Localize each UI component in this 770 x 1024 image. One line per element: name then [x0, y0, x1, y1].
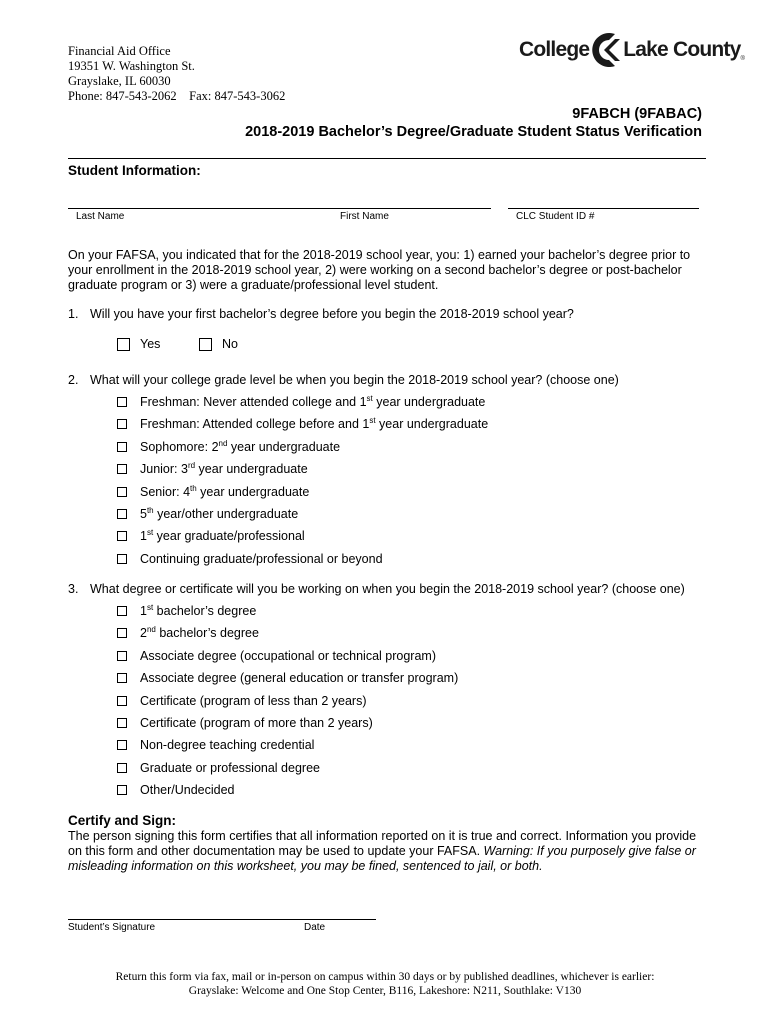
certify-heading: Certify and Sign:	[68, 813, 177, 828]
q3-option-label: Non-degree teaching credential	[140, 738, 315, 753]
q3-option-label: Other/Undecided	[140, 783, 235, 798]
q2-option[interactable]	[117, 462, 308, 476]
q2-option-label: Freshman: Attended college before and 1st year undergraduate	[140, 416, 489, 432]
logo-mark-icon	[590, 30, 622, 70]
q2-option[interactable]	[117, 395, 485, 409]
checkbox-icon[interactable]	[117, 763, 127, 773]
q3-option-label: Certificate (program of less than 2 years)	[140, 693, 367, 708]
ordinal-suffix: nd	[146, 625, 156, 635]
name-line[interactable]	[68, 208, 491, 209]
footer-line-2: Grayslake: Welcome and One Stop Center, B116, Lakeshore: N211, Southlake: V130	[188, 985, 582, 997]
ordinal-suffix: st	[146, 528, 154, 538]
q2-option-label: Sophomore: 2nd year undergraduate	[140, 438, 341, 454]
q3-option[interactable]	[117, 716, 373, 730]
q2-option[interactable]	[117, 529, 305, 543]
q2-option-label: Senior: 4th year undergraduate	[140, 483, 310, 499]
q3-option[interactable]	[117, 738, 314, 752]
address-line: Grayslake, IL 60030	[68, 74, 171, 88]
q1-no-option[interactable]	[199, 337, 238, 351]
student-id-label: CLC Student ID #	[516, 211, 595, 222]
checkbox-icon[interactable]	[117, 718, 127, 728]
checkbox-icon[interactable]	[117, 651, 127, 661]
logo-text-right: Lake County	[623, 38, 741, 61]
checkbox-icon[interactable]	[117, 397, 127, 407]
q3-option[interactable]	[117, 671, 458, 685]
question-1-text: Will you have your first bachelor’s degree before you begin the 2018-2019 school year?	[90, 307, 574, 321]
checkbox-icon[interactable]	[117, 464, 127, 474]
q1-yes-option[interactable]	[117, 337, 160, 351]
checkbox-icon[interactable]	[117, 673, 127, 683]
logo-trademark: ®	[740, 56, 745, 62]
checkbox-icon[interactable]	[117, 442, 127, 452]
q3-option[interactable]	[117, 649, 436, 663]
question-1-number: 1.	[68, 307, 79, 321]
checkbox-icon[interactable]	[117, 419, 127, 429]
q3-option[interactable]	[117, 626, 259, 640]
checkbox-icon[interactable]	[117, 628, 127, 638]
q3-option-label: Graduate or professional degree	[140, 760, 320, 775]
ordinal-suffix: st	[369, 416, 376, 426]
footer	[0, 970, 770, 998]
certify-paragraph	[68, 829, 708, 874]
signature-label: Student’s Signature	[68, 922, 156, 933]
q3-option-label: Associate degree (general education or transfer program)	[140, 671, 459, 686]
checkbox-icon[interactable]	[117, 554, 127, 564]
q2-option[interactable]	[117, 507, 298, 521]
q2-option-label: 1st year graduate/professional	[140, 528, 305, 544]
last-name-label: Last Name	[76, 211, 125, 222]
q2-option[interactable]	[117, 417, 488, 431]
ordinal-suffix: th	[146, 505, 154, 515]
title-divider	[68, 158, 706, 159]
checkbox-icon[interactable]	[199, 338, 212, 351]
q3-option-label: Certificate (program of more than 2 years)	[140, 716, 373, 730]
q1-yes-label: Yes	[140, 337, 161, 351]
student-id-line[interactable]	[508, 208, 699, 209]
checkbox-icon[interactable]	[117, 487, 127, 497]
student-info-heading: Student Information:	[68, 163, 201, 178]
ordinal-suffix: th	[190, 483, 197, 493]
q3-option[interactable]	[117, 694, 366, 708]
logo-text-left: College	[519, 38, 590, 61]
checkbox-icon[interactable]	[117, 531, 127, 541]
checkbox-icon[interactable]	[117, 509, 127, 519]
q2-option-label: Continuing graduate/professional or beyond	[140, 551, 383, 566]
q3-option-label: Associate degree (occupational or technical program)	[140, 648, 436, 663]
ordinal-suffix: st	[366, 393, 373, 403]
q2-option[interactable]	[117, 552, 383, 566]
q2-option[interactable]	[117, 440, 340, 454]
ordinal-suffix: rd	[187, 461, 196, 471]
certify-text: The person signing this form certifies that all information reported on it is true and correct. Information you provide on this form and other documentation may be used to update your FAFSA.	[68, 829, 697, 858]
first-name-label: First Name	[340, 211, 389, 222]
footer-line-1: Return this form via fax, mail or in-person on campus within 30 days or by published deadlines, whichever is earlier:	[115, 971, 655, 983]
question-3-number: 3.	[68, 582, 79, 596]
q1-no-label: No	[222, 337, 238, 351]
address-line: Phone: 847-543-2062 Fax: 847-543-3062	[68, 89, 286, 103]
certify-warning: Warning: If you purposely give false or misleading information on this worksheet, you may be fined, sentenced to jail, or both.	[68, 844, 696, 873]
q2-option-label: Junior: 3rd year undergraduate	[140, 461, 308, 477]
q3-option-label: 2nd bachelor’s degree	[140, 625, 259, 641]
checkbox-icon[interactable]	[117, 696, 127, 706]
date-label: Date	[304, 922, 326, 933]
address-line: Financial Aid Office	[68, 44, 171, 58]
question-2-text: What will your college grade level be when you begin the 2018-2019 school year? (choose one)	[90, 373, 619, 387]
form-title: 2018-2019 Bachelor’s Degree/Graduate Student Status Verification	[245, 124, 702, 140]
ordinal-suffix: st	[146, 602, 154, 612]
college-logo	[519, 28, 744, 72]
checkbox-icon[interactable]	[117, 740, 127, 750]
checkbox-icon[interactable]	[117, 785, 127, 795]
ordinal-suffix: nd	[218, 438, 228, 448]
checkbox-icon[interactable]	[117, 606, 127, 616]
checkbox-icon[interactable]	[117, 338, 130, 351]
q3-option-label: 1st bachelor’s degree	[140, 602, 257, 618]
question-2-number: 2.	[68, 373, 79, 387]
address-line: 19351 W. Washington St.	[68, 59, 195, 73]
q2-option-label: Freshman: Never attended college and 1st year undergraduate	[140, 393, 486, 409]
q3-option[interactable]	[117, 761, 320, 775]
form-code: 9FABCH (9FABAC)	[572, 106, 702, 122]
q2-option-label: 5th year/other undergraduate	[140, 505, 299, 521]
office-address	[68, 44, 285, 104]
q3-option[interactable]	[117, 783, 235, 797]
q2-option[interactable]	[117, 485, 309, 499]
signature-line[interactable]	[68, 919, 376, 920]
intro-paragraph: On your FAFSA, you indicated that for the 2018-2019 school year, you: 1) earned your bachelor’s degree prior to your enrollment in the 2018-2019 school year, 2) were working on a second bachelor’s degree or post-bachelor graduate program or 3) were a graduate/professional level student.	[68, 248, 691, 292]
question-3-text: What degree or certificate will you be working on when you begin the 2018-2019 school year? (choose one)	[90, 582, 685, 596]
q3-option[interactable]	[117, 604, 256, 618]
